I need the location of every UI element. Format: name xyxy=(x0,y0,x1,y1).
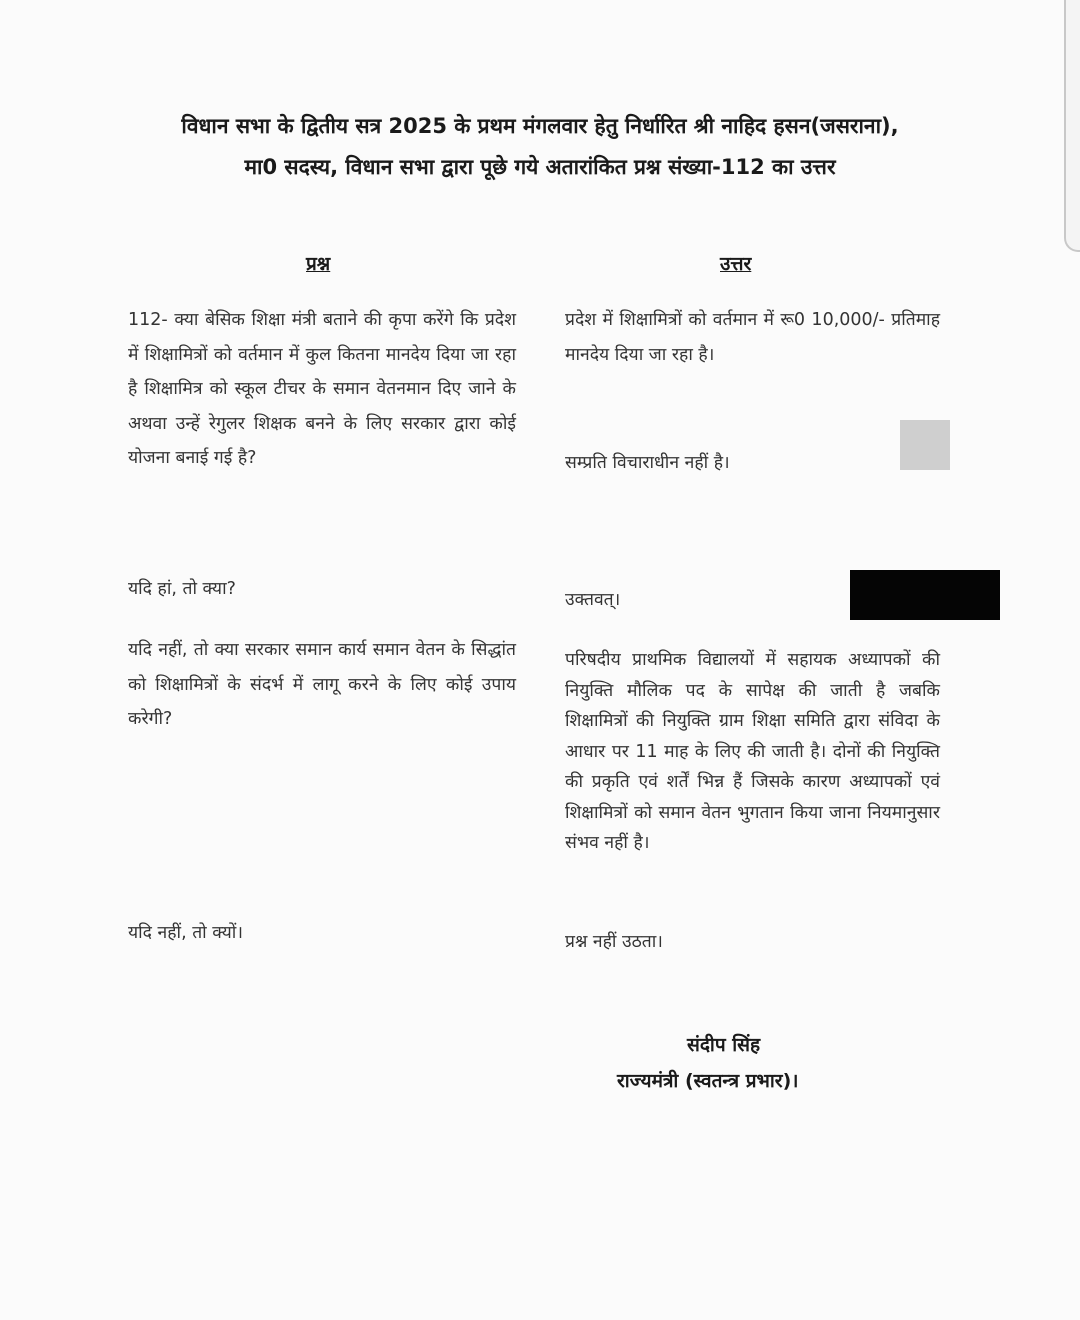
question-if-no: यदि नहीं, तो क्या सरकार समान कार्य समान वेतन के सिद्धांत को शिक्षामित्रों के संदर्भ में लागू करने के लिए कोई उपाय करेगी? xyxy=(128,640,516,729)
signatory-title: राज्यमंत्री (स्वतन्त्र प्रभार)। xyxy=(617,1070,799,1092)
black-redaction-box xyxy=(850,570,1000,620)
answer-as-above: उक्तवत्। xyxy=(565,590,621,610)
document-heading-line-1: विधान सभा के द्वितीय सत्र 2025 के प्रथम मंगलवार हेतु निर्धारित श्री नाहिद हसन(जसराना), xyxy=(181,114,899,138)
signatory-name: संदीप सिंह xyxy=(687,1034,761,1056)
answer-not-under-consideration: सम्प्रति विचाराधीन नहीं है। xyxy=(565,453,730,473)
question-main: 112- क्या बेसिक शिक्षा मंत्री बताने की कृपा करेंगे कि प्रदेश में शिक्षामित्रों को वर्तमान में कुल कितना मानदेय दिया जा रहा है शिक्षामित्र को स्कूल टीचर के समान वेतनमान दिए जाने के अथवा उन्हें रेगुलर शिक्षक बनने के लिए सरकार द्वारा कोई योजना बनाई गई है? xyxy=(128,310,516,468)
question-if-yes: यदि हां, तो क्या? xyxy=(128,579,236,599)
scroll-edge-indicator xyxy=(1064,0,1080,252)
question-column-header: प्रश्न xyxy=(306,253,331,275)
answer-honorarium: प्रदेश में शिक्षामित्रों को वर्तमान में रू0 10,000/- प्रतिमाह मानदेय दिया जा रहा है। xyxy=(565,310,940,365)
question-if-no-why: यदि नहीं, तो क्यों। xyxy=(128,923,243,943)
answer-question-does-not-arise: प्रश्न नहीं उठता। xyxy=(565,932,663,952)
document-heading-line-2: मा0 सदस्य, विधान सभा द्वारा पूछे गये अतारांकित प्रश्न संख्या-112 का उत्तर xyxy=(244,155,836,179)
answer-explanation: परिषदीय प्राथमिक विद्यालयों में सहायक अध्यापकों की नियुक्ति मौलिक पद के सापेक्ष की जाती है जबकि शिक्षामित्रों की नियुक्ति ग्राम शिक्षा समिति द्वारा संविदा के आधार पर 11 माह के लिए की जाती है। दोनों की नियुक्ति की प्रकृति एवं शर्तें भिन्न हैं जिसके कारण अध्यापकों एवं शिक्षामित्रों को समान वेतन भुगतान किया जाना नियमानुसार संभव नहीं है। xyxy=(565,650,940,853)
answer-column-header: उत्तर xyxy=(720,253,752,275)
gray-redaction-box xyxy=(900,420,950,470)
